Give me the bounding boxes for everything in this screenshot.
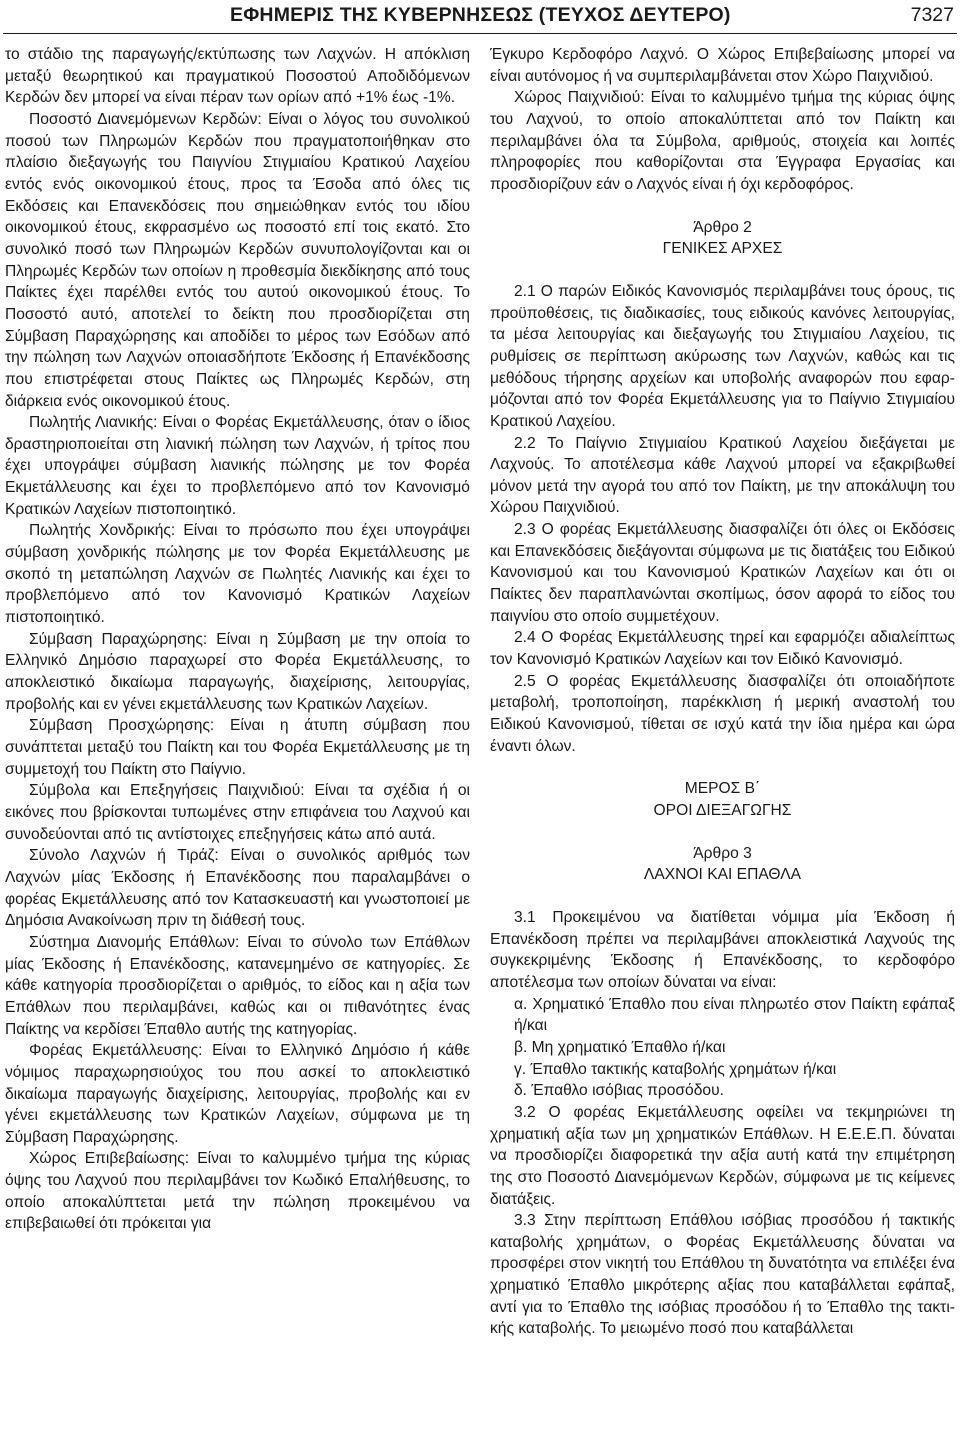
definition-paragraph: Σύμβαση Προσχώρησης: Είναι η άτυπη σύμβαση που συνάπτεται μεταξύ του Παίκτη και του Φορέα Εκμετάλλευσης με τη συμμετοχή του Παίκτη στο Παίγνιο. [5, 717, 470, 778]
article-3-heading: Άρθρο 3 [693, 844, 752, 862]
definition-paragraph: Σύστημα Διανομής Επάθλων: Είναι το σύνολο των Επάθλων μίας Έκδοσης ή Επανέκδοσης, κατανεμημένο σε κατηγορίες. Σε κάθε κατηγορία προσδιορίζεται ο αριθμός, το είδος και η αξία των Επάθλων που περιλαμβάνει, καθώς και οι πιθανότητες ένας Παίκτης να κερδίσει Έπαθλο αυτής της κατηγορίας. [5, 933, 470, 1038]
gazette-title: ΕΦΗΜΕΡΙΣ ΤΗΣ ΚΥΒΕΡΝΗΣΕΩΣ (ΤΕΥΧΟΣ ΔΕΥΤΕΡΟ) [230, 4, 731, 26]
article-paragraph: 3.1 Προκειμένου να διατίθεται νόμιμα μία Έκδοση ή Επανέκδοση πρέπει να περιλαμβάνει αποκλειστικά Λαχνούς της συγκεκριμένης Έκδοσης ή Επανέκδοσης, το κερδοφόρο αποτέλεσμα των οποίων δύναται να είναι: [490, 908, 955, 991]
page-header [0, 0, 960, 34]
definition-paragraph: Σύνολο Λαχνών ή Τιράζ: Είναι ο συνολικός αριθμός των Λαχνών μίας Έκδοσης ή Επανέκδοσης που παραλαμβάνει ο φορέας Εκμετάλλευσης από τον Κατασκευαστή και γνωστοποιεί με Δημόσια Ανακοίνωση πριν τη διάθεσή τους. [5, 847, 470, 930]
header-rule [3, 33, 957, 34]
article-2-title: ΓΕΝΙΚΕΣ ΑΡΧΕΣ [662, 240, 783, 258]
part-title: ΟΡΟΙ ΔΙΕΞΑΓΩΓΗΣ [653, 802, 792, 819]
right-column [490, 44, 955, 1340]
definition-paragraph: Σύμβολα και Επεξηγήσεις Παιχνιδιού: Είναι τα σχέδια ή οι εικόνες που βρίσκονται τυπωμένες στην επιφάνεια του Λαχνού και συνοδεύονται από τις αντίστοιχες επεξηγήσεις κάτω από αυτά. [5, 782, 470, 843]
article-paragraph: 2.3 Ο φορέας Εκμετάλλευσης διασφαλίζει ότι όλες οι Εκδόσεις και Επανεκδόσεις διεξάγονται σύμφωνα με τις διατάξεις του Ειδικού Κανονισμού και του Κανονισμού Κρατικών Λαχείων και ότι οι Παίκτες δεν παραπλανώνται σκοπίμως, όσον αφορά το είδος του παιγνίου στο οποίο συμμετέχουν. [490, 521, 955, 625]
paragraph-continuation: το στάδιο της παραγωγής/εκτύπωσης των Λαχνών. Η απόκλιση μεταξύ θεωρητικού και πραγματικού Ποσοστού Αποδιδόμενων Κερδών δεν μπορεί να είναι πέραν των ορίων από +1% έως -1%. [5, 46, 470, 107]
page-number: 7327 [910, 4, 954, 26]
article-2-heading: Άρθρο 2 [693, 218, 752, 236]
left-column [5, 44, 470, 1235]
definition-paragraph: Σύμβαση Παραχώρησης: Είναι η Σύμβαση με την οποία το Ελληνικό Δημόσιο παραχωρεί στο Φορέα Εκμετάλλευσης, το αποκλειστικό δικαίωμα παραγωγής, διαχείρισης, λειτουργίας, προβολής και εν γένει εκμετάλλευσης των Κρατικών Λαχείων. [5, 630, 470, 713]
list-item: α. Χρηματικό Έπαθλο που είναι πληρωτέο στον Παίκτη εφάπαξ ή/και [514, 995, 955, 1035]
article-3-title: ΛΑΧΝΟΙ ΚΑΙ ΕΠΑΘΛΑ [643, 866, 802, 884]
article-paragraph: 3.3 Στην περίπτωση Επάθλου ισόβιας προσόδου ή τακτικής καταβολής χρημάτων, ο Φορέας Εκμετάλλευσης δύναται να προσφέρει στον νικητή του Επάθλου τη δυνατότητα να επιλέξει ένα χρηματικό Έπαθλο μικρότερης αξίας που καταβάλλεται εφάπαξ, αντί για το Έπαθλο της ισόβιας προσόδου ή το Έπαθλο της τακτικής καταβολής. Το μειωμένο ποσό που καταβάλλεται [490, 1212, 955, 1338]
article-paragraph: 2.5 Ο φορέας Εκμετάλλευσης διασφαλίζει ότι οποιαδήποτε μεταβολή, τροποποίηση, παρέκκλιση ή μερική αναστολή του Ειδικού Κανονισμού, τίθεται σε ισχύ κατά την ίδια ημέρα και ώρα έναντι όλων. [490, 672, 955, 755]
definition-paragraph: Φορέας Εκμετάλλευσης: Είναι το Ελληνικό Δημόσιο ή κάθε νόμιμος παραχωρησιούχος του που ασκεί το αποκλειστικό δικαίωμα παραγωγής διαχείρισης, λειτουργίας, προβολής και εν γένει εκμετάλλευσης των Κρατικών Λαχείων, σύμφωνα με τη Σύμβαση Παραχώρησης. [5, 1042, 470, 1146]
list-item: γ. Έπαθλο τακτικής καταβολής χρημάτων ή/και [514, 1060, 837, 1078]
definition-paragraph: Πωλητής Λιανικής: Είναι ο Φορέας Εκμετάλλευσης, όταν ο ίδιος δραστηριοποιείται στη λιανική πώληση των Λαχνών, ή τρίτος που έχει υπογράψει σύμβαση λιανικής πώλησης με τον Φορέα Εκμετάλλευσης και έχει το προβλεπόμενο από τον Κανονισμό Κρατικών Λαχείων πιστοποιητικό. [5, 414, 470, 518]
article-paragraph: 2.2 Το Παίγνιο Στιγμιαίου Κρατικού Λαχείου διεξάγεται με Λαχνούς. Το αποτέλεσμα κάθε Λαχνού μπορεί να εξακριβωθεί μόνον μετά την αγορά του από τον Παίκτη, με την αποκάλυψη του Χώρου Παιχνιδιού. [490, 434, 955, 517]
list-item: δ. Έπαθλο ισόβιας προσόδου. [514, 1082, 724, 1100]
article-paragraph: 2.4 Ο Φορέας Εκμετάλλευσης τηρεί και εφαρμόζει αδιαλείπτως τον Κανονισμό Κρατικών Λαχείων και τον Ειδικό Κανονισμό. [490, 629, 955, 669]
definition-paragraph: Χώρος Επιβεβαίωσης: Είναι το καλυμμένο τμήμα της κύριας όψης του Λαχνού που περιλαμβάνει τον Κωδικό Επαλήθευσης, το οποίο αποκαλύπτεται μετά την πώληση προκειμένου να επιβεβαιωθεί ότι πρόκειται για [5, 1150, 470, 1233]
paragraph-continuation: Έγκυρο Κερδοφόρο Λαχνό. Ο Χώρος Επιβεβαίωσης μπορεί να είναι αυτόνομος ή να συμπεριλαμβάνεται στον Χώρο Παιχνιδιού. [490, 46, 955, 85]
article-paragraph: 3.2 Ο φορέας Εκμετάλλευσης οφείλει να τεκμηριώνει τη χρηματική αξία των μη χρηματικών Επάθλων. Η Ε.Ε.Ε.Π. δύναται να προσδιορίζει διαφορετικά την αξία αυτή κατά την επιμέτρηση της στο Ποσοστό Διανεμόμενων Κερδών, σύμφωνα με τις κείμενες διατάξεις. [490, 1103, 955, 1208]
part-heading: ΜΕΡΟΣ Β΄ [684, 780, 761, 798]
list-item: β. Μη χρηματικό Έπαθλο ή/και [514, 1038, 726, 1056]
definition-paragraph: Πωλητής Χονδρικής: Είναι το πρόσωπο που έχει υπογράψει σύμβαση χονδρικής πώλησης με τον Φορέα Εκμετάλλευσης με σκοπό τη μεταπώληση Λαχνών σε Πωλητές Λιανικής και έχει το προβλεπόμενο από τον Κανονισμό Κρατικών Λαχείων πιστοποιητικό. [5, 522, 470, 627]
article-paragraph: 2.1 Ο παρών Ειδικός Κανονισμός περιλαμβάνει τους όρους, τις προϋποθέσεις, τις διαδικασίες, τους ειδικούς κανόνες λειτουργίας, τα μέσα λειτουργίας και διεξαγωγής του Στιγμιαίου Λαχείου, τις ρυθμίσεις σε περίπτωση ακύρωσης των Λαχνών, καθώς και τις μεθόδους τήρησης αρχείων και υποβολής αναφορών που εφαρμόζονται από τον Φορέα Εκμετάλλευσης για το Παίγνιο Στιγμιαίου Κρατικού Λαχείου. [490, 282, 955, 430]
definition-paragraph: Χώρος Παιχνιδιού: Είναι το καλυμμένο τμήμα της κύριας όψης του Λαχνού, το οποίο αποκαλύπτεται από τον Παίκτη και περιλαμβάνει όλα τα Σύμβολα, αριθμούς, στοιχεία και λοιπές πληροφορίες που καθορίζονται στα Έγγραφα Εργασίας και προσδιορίζουν εάν ο Λαχνός είναι ή όχι κερδοφόρος. [490, 89, 955, 193]
definition-paragraph: Ποσοστό Διανεμόμενων Κερδών: Είναι ο λόγος του συνολικού ποσού των Πληρωμών Κερδών που πραγματοποιήθηκαν στο πλαίσιο διεξαγωγής του Παιγνίου Στιγμιαίου Κρατικού Λαχείου εντός ενός οικονομικού έτους, προς τα Έσοδα από όλες τις Εκδόσεις και Επανεκδόσεις που σημειώθηκαν εντός του ιδίου οικονομικού έτους, εκφρασμένο ως ποσοστό επί τοις εκατό. Στο συνολικό ποσό των Πληρωμών Κερδών συνυπολογίζονται και οι Πληρωμές Κερδών των οποίων η προθεσμία διεκδίκησης από τους Παίκτες έχει παρέλθει εντός του αυτού οικονομικού έτους. Το Ποσοστό αυτό, αποτελεί το δείκτη που προσδιορίζεται στη Σύμβαση Παραχώρησης και αποδίδει το μέρος των Εσόδων από την πώληση των Λαχνών οποιασδήποτε Έκδοσης ή Επανέκδοσης που επιστρέφεται στους Παίκτες ως Πληρωμές Κερδών, στη διάρκεια ενός οικονομικού έτους. [5, 110, 470, 410]
